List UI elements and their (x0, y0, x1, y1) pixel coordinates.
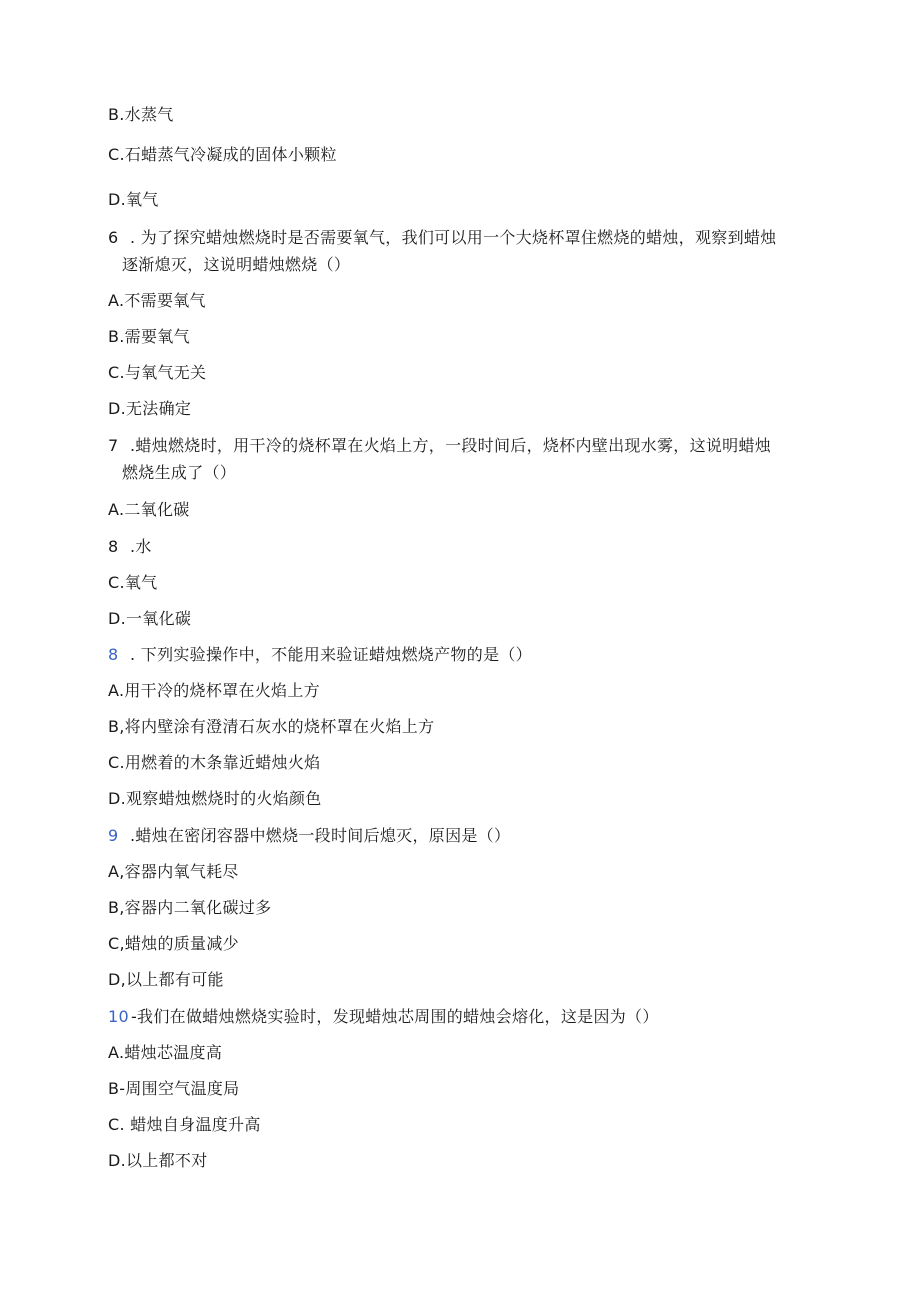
question-number: 9 (108, 826, 119, 845)
q6-option-d: D.无法确定 (108, 399, 192, 418)
q7-option-c: C.氧气 (108, 573, 158, 592)
question-7-continuation: 燃烧生成了（） (122, 463, 237, 482)
q6-option-c: C.与氧气无关 (108, 363, 207, 382)
question-6 (108, 228, 776, 248)
q7-option-d: D.一氧化碳 (108, 609, 192, 628)
question-text: -我们在做蜡烛燃烧实验时，发现蜡烛芯周围的蜡烛会熔化，这是因为（） (130, 1007, 659, 1026)
q7-option-a: A.二氧化碳 (108, 500, 190, 519)
q10-option-b: B-周围空气温度局 (108, 1079, 240, 1098)
q7-option-b (108, 537, 152, 557)
q10-option-c: C. 蜡烛自身温度升高 (108, 1115, 261, 1134)
q8-option-c: C.用燃着的木条靠近蜡烛火焰 (108, 753, 321, 772)
q9-option-c: C,蜡烛的质量减少 (108, 934, 239, 953)
q8-option-b: B,将内壁涂有澄清石灰水的烧杯罩在火焰上方 (108, 717, 435, 736)
question-7 (108, 436, 771, 456)
question-number: 7 (108, 436, 119, 455)
question-text: .蜡烛燃烧时，用干冷的烧杯罩在火焰上方，一段时间后，烧杯内壁出现水雾，这说明蜡烛 (130, 436, 772, 455)
question-text: . 为了探究蜡烛燃烧时是否需要氧气，我们可以用一个大烧杯罩住燃烧的蜡烛，观察到蜡烛 (130, 228, 777, 247)
q10-option-d: D.以上都不对 (108, 1151, 208, 1170)
option-b-water-vapor: B.水蒸气 (108, 105, 174, 124)
option-d-oxygen: D.氧气 (108, 190, 159, 209)
q9-option-a: A,容器内氧气耗尽 (108, 862, 239, 881)
question-number: 10 (108, 1007, 129, 1026)
q9-option-d: D,以上都有可能 (108, 970, 224, 989)
q8-option-a: A.用干冷的烧杯罩在火焰上方 (108, 681, 320, 700)
question-text: .蜡烛在密闭容器中燃烧一段时间后熄灭，原因是（） (130, 826, 511, 845)
q6-option-a: A.不需要氧气 (108, 291, 206, 310)
option-text: .水 (130, 537, 152, 556)
option-c-paraffin-particles: C.石蜡蒸气冷凝成的固体小颗粒 (108, 145, 337, 164)
question-10 (108, 1007, 659, 1027)
q8-option-d: D.观察蜡烛燃烧时的火焰颜色 (108, 789, 322, 808)
q6-option-b: B.需要氧气 (108, 327, 190, 346)
question-text: . 下列实验操作中，不能用来验证蜡烛燃烧产物的是（） (130, 645, 532, 664)
question-number: 6 (108, 228, 119, 247)
question-8 (108, 645, 532, 665)
question-number: 8 (108, 645, 119, 664)
q9-option-b: B,容器内二氧化碳过多 (108, 898, 272, 917)
q10-option-a: A.蜡烛芯温度高 (108, 1043, 223, 1062)
question-6-continuation: 逐渐熄灭，这说明蜡烛燃烧（） (122, 255, 351, 274)
option-number: 8 (108, 537, 119, 556)
question-9 (108, 826, 510, 846)
